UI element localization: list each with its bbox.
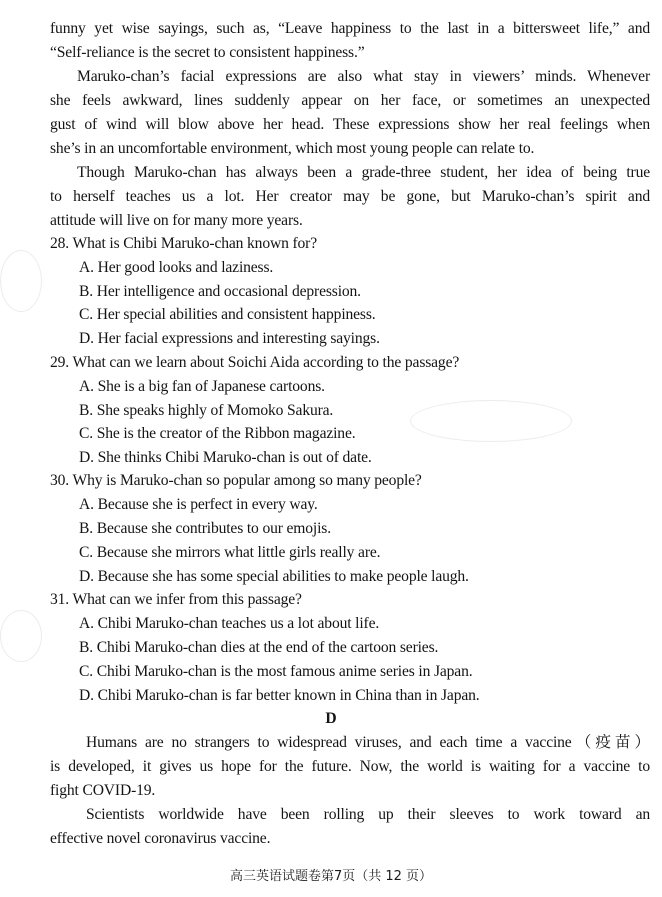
scan-watermark — [0, 250, 42, 312]
question-stem: 30. Why is Maruko-chan so popular among so many people? — [50, 472, 422, 489]
question-stem: 31. What can we infer from this passage? — [50, 591, 302, 608]
answer-option: B. Because she contributes to our emojis. — [79, 520, 331, 537]
passage-line: attitude will live on for many more years. — [50, 212, 303, 229]
answer-option: B. Her intelligence and occasional depression. — [79, 283, 361, 300]
answer-option: D. Because she has some special abilities to make people laugh. — [79, 568, 469, 585]
passage-line: gust of wind will blow above her head. These expressions show her real feelings when — [50, 116, 650, 133]
answer-option: B. Chibi Maruko-chan dies at the end of the cartoon series. — [79, 639, 439, 656]
answer-option: D. Chibi Maruko-chan is far better known in China than in Japan. — [79, 687, 480, 704]
answer-option: C. Her special abilities and consistent happiness. — [79, 306, 376, 323]
passage-line: Though Maruko-chan has always been a grade-three student, her idea of being true — [77, 164, 650, 181]
passage-line: Scientists worldwide have been rolling up their sleeves to work toward an — [86, 806, 650, 823]
answer-option: A. She is a big fan of Japanese cartoons. — [79, 378, 325, 395]
page-footer: 高三英语试题卷第7页（共 12 页） — [229, 869, 433, 884]
passage-line: to herself teaches us a lot. Her creator may be gone, but Maruko-chan’s spirit and — [50, 188, 650, 205]
answer-option: C. She is the creator of the Ribbon magazine. — [79, 425, 356, 442]
passage-line: fight COVID-19. — [50, 782, 156, 799]
question-stem: 29. What can we learn about Soichi Aida according to the passage? — [50, 354, 460, 371]
passage-line: Humans are no strangers to widespread viruses, and each time a vaccine（疫苗） — [86, 734, 650, 751]
scan-watermark — [0, 610, 42, 662]
passage-heading: D — [325, 710, 337, 727]
answer-option: D. Her facial expressions and interesting sayings. — [79, 330, 380, 347]
passage-line: Maruko-chan’s facial expressions are also what stay in viewers’ minds. Whenever — [77, 68, 650, 85]
question-stem: 28. What is Chibi Maruko-chan known for? — [50, 235, 317, 252]
passage-line: effective novel coronavirus vaccine. — [50, 830, 271, 847]
answer-option: C. Because she mirrors what little girls really are. — [79, 544, 381, 561]
passage-line: funny yet wise sayings, such as, “Leave happiness to the last in a bittersweet life,” and — [50, 20, 650, 37]
answer-option: C. Chibi Maruko-chan is the most famous anime series in Japan. — [79, 663, 473, 680]
passage-line: she’s in an uncomfortable environment, which most young people can relate to. — [50, 140, 535, 157]
passage-line: is developed, it gives us hope for the future. Now, the world is waiting for a vaccine to — [50, 758, 650, 775]
passage-line: “Self-reliance is the secret to consistent happiness.” — [50, 44, 365, 61]
answer-option: B. She speaks highly of Momoko Sakura. — [79, 402, 334, 419]
answer-option: A. Because she is perfect in every way. — [79, 496, 318, 513]
answer-option: D. She thinks Chibi Maruko-chan is out of date. — [79, 449, 372, 466]
answer-option: A. Chibi Maruko-chan teaches us a lot about life. — [79, 615, 380, 632]
answer-option: A. Her good looks and laziness. — [79, 259, 274, 276]
passage-line: she feels awkward, lines suddenly appear on her face, or sometimes an unexpected — [50, 92, 650, 109]
